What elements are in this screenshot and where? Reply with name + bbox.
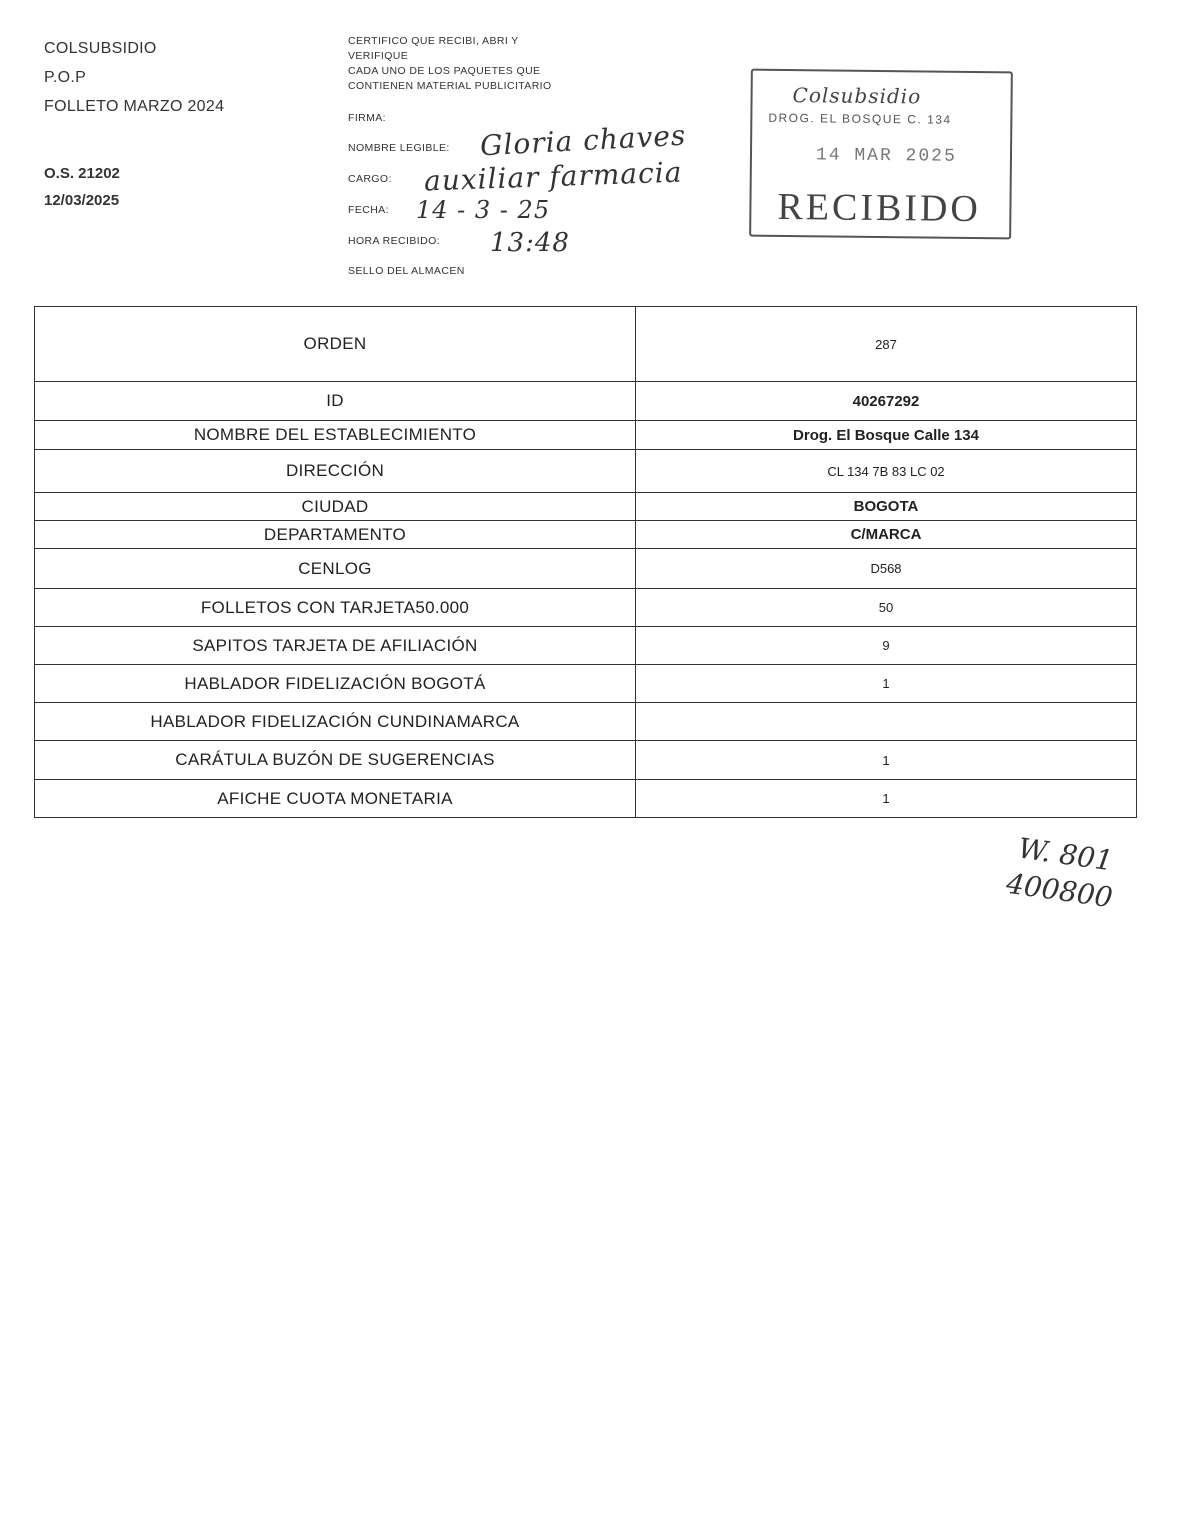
- margin-note-line1: W. 801: [1016, 831, 1115, 878]
- table-row: [35, 493, 1137, 521]
- order-service-block: [44, 160, 120, 214]
- table-row: [35, 741, 1137, 780]
- row-value: C/MARCA: [636, 521, 1137, 549]
- document-date: 12/03/2025: [44, 192, 120, 209]
- hora-label: HORA RECIBIDO:: [348, 235, 440, 247]
- handwritten-time: 13:48: [490, 228, 570, 258]
- table-row: [35, 589, 1137, 627]
- row-value: CL 134 7B 83 LC 02: [636, 450, 1137, 493]
- margin-note-line2: 400800: [1004, 866, 1115, 915]
- stamp-store: DROG. EL BOSQUE C. 134: [768, 110, 952, 127]
- header-left: [44, 34, 224, 121]
- row-value: 287: [636, 307, 1137, 382]
- certificate-line: CERTIFICO QUE RECIBI, ABRI Y: [348, 35, 519, 47]
- table-row: [35, 421, 1137, 450]
- stamp-brand: Colsubsidio: [792, 83, 922, 109]
- certificate-line: CADA UNO DE LOS PAQUETES QUE: [348, 65, 541, 77]
- certificate-line: VERIFIQUE: [348, 50, 409, 62]
- table-row: [35, 307, 1137, 382]
- row-value: 1: [636, 780, 1137, 818]
- row-value: D568: [636, 549, 1137, 589]
- delivery-table: [34, 306, 1137, 818]
- handwritten-date: 14 - 3 - 25: [416, 196, 551, 224]
- table-row: [35, 665, 1137, 703]
- table-row: [35, 450, 1137, 493]
- table-row: [35, 780, 1137, 818]
- row-label: HABLADOR FIDELIZACIÓN BOGOTÁ: [35, 665, 636, 703]
- sello-label: SELLO DEL ALMACEN: [348, 265, 465, 277]
- row-label: DEPARTAMENTO: [35, 521, 636, 549]
- received-stamp: [749, 69, 1013, 240]
- stamp-status: RECIBIDO: [777, 185, 982, 231]
- campaign-title: FOLLETO MARZO 2024: [44, 98, 225, 115]
- table-row: [35, 703, 1137, 741]
- handwritten-cargo: auxiliar farmacia: [423, 155, 683, 198]
- fecha-label: FECHA:: [348, 204, 389, 216]
- department: P.O.P: [44, 69, 87, 86]
- table-row: [35, 549, 1137, 589]
- row-label: NOMBRE DEL ESTABLECIMIENTO: [35, 421, 636, 450]
- table-row: [35, 521, 1137, 549]
- row-label: ID: [35, 382, 636, 421]
- company-name: COLSUBSIDIO: [44, 40, 157, 57]
- stamp-date: 14 MAR 2025: [815, 145, 957, 167]
- row-label: AFICHE CUOTA MONETARIA: [35, 780, 636, 818]
- row-value: BOGOTA: [636, 493, 1137, 521]
- row-label: CARÁTULA BUZÓN DE SUGERENCIAS: [35, 741, 636, 780]
- row-value: Drog. El Bosque Calle 134: [636, 421, 1137, 450]
- certificate-line: CONTIENEN MATERIAL PUBLICITARIO: [348, 80, 552, 92]
- row-label: SAPITOS TARJETA DE AFILIACIÓN: [35, 627, 636, 665]
- row-label: FOLLETOS CON TARJETA50.000: [35, 589, 636, 627]
- order-service-number: O.S. 21202: [44, 165, 120, 182]
- row-label: DIRECCIÓN: [35, 450, 636, 493]
- row-value: [636, 703, 1137, 741]
- cargo-label: CARGO:: [348, 173, 392, 185]
- row-label: ORDEN: [35, 307, 636, 382]
- row-label: HABLADOR FIDELIZACIÓN CUNDINAMARCA: [35, 703, 636, 741]
- row-value: 1: [636, 665, 1137, 703]
- table-row: [35, 382, 1137, 421]
- nombre-label: NOMBRE LEGIBLE:: [348, 142, 450, 154]
- row-value: 9: [636, 627, 1137, 665]
- firma-label: FIRMA:: [348, 112, 386, 124]
- handwritten-name: Gloria chaves: [479, 118, 688, 163]
- row-value: 40267292: [636, 382, 1137, 421]
- row-value: 50: [636, 589, 1137, 627]
- row-label: CIUDAD: [35, 493, 636, 521]
- table-row: [35, 627, 1137, 665]
- certificate-statement: [348, 34, 552, 94]
- row-label: CENLOG: [35, 549, 636, 589]
- row-value: 1: [636, 741, 1137, 780]
